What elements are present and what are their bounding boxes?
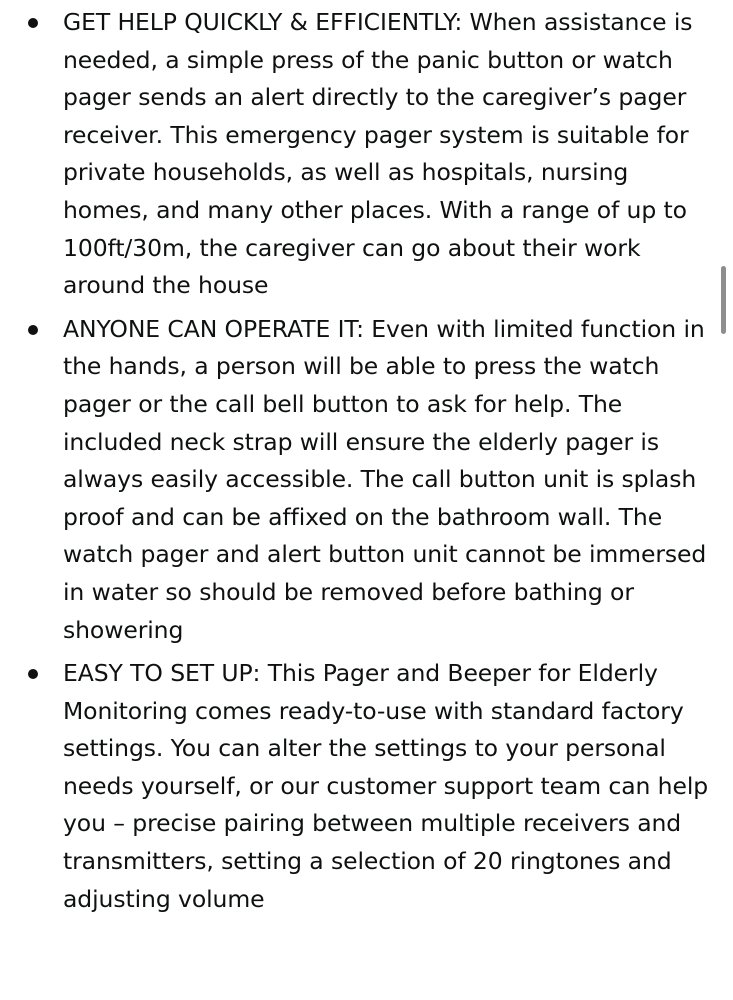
feature-bullet-easy-setup bbox=[0, 655, 733, 918]
bullet-dot-icon bbox=[28, 18, 38, 28]
feature-bullet-text: ANYONE CAN OPERATE IT: Even with limited function in the hands, a person will be able to press the watch pager or the call bell button to ask for help. The included neck strap will ensure the elderly pager is always easily accessible. The call button unit is splash proof and can be affixed on the bathroom wall. The watch pager and alert button unit cannot be immersed in water so should be removed before bathing or showering bbox=[63, 314, 707, 644]
feature-bullet-text: GET HELP QUICKLY & EFFICIENTLY: When assistance is needed, a simple press of the panic button or watch pager sends an alert directly to the caregiver’s pager receiver. This emergency pager system is suitable for private households, as well as hospitals, nursing homes, and many other places. With a range of up to 100ft/30m, the caregiver can go about their work around the house bbox=[63, 8, 693, 300]
bullet-dot-icon bbox=[28, 325, 38, 335]
feature-bullet-list bbox=[0, 4, 733, 924]
vertical-scrollbar[interactable] bbox=[721, 266, 726, 334]
bullet-dot-icon bbox=[28, 669, 38, 679]
feature-bullet-anyone-can-operate bbox=[0, 311, 733, 649]
feature-bullet-text: EASY TO SET UP: This Pager and Beeper for Elderly Monitoring comes ready-to-use with standard factory settings. You can alter the settings to your personal needs yourself, or our customer support team can help you – precise pairing between multiple receivers and transmitters, setting a selection of 20 ringtones and adjusting volume bbox=[63, 659, 709, 913]
feature-bullet-get-help bbox=[0, 4, 733, 305]
